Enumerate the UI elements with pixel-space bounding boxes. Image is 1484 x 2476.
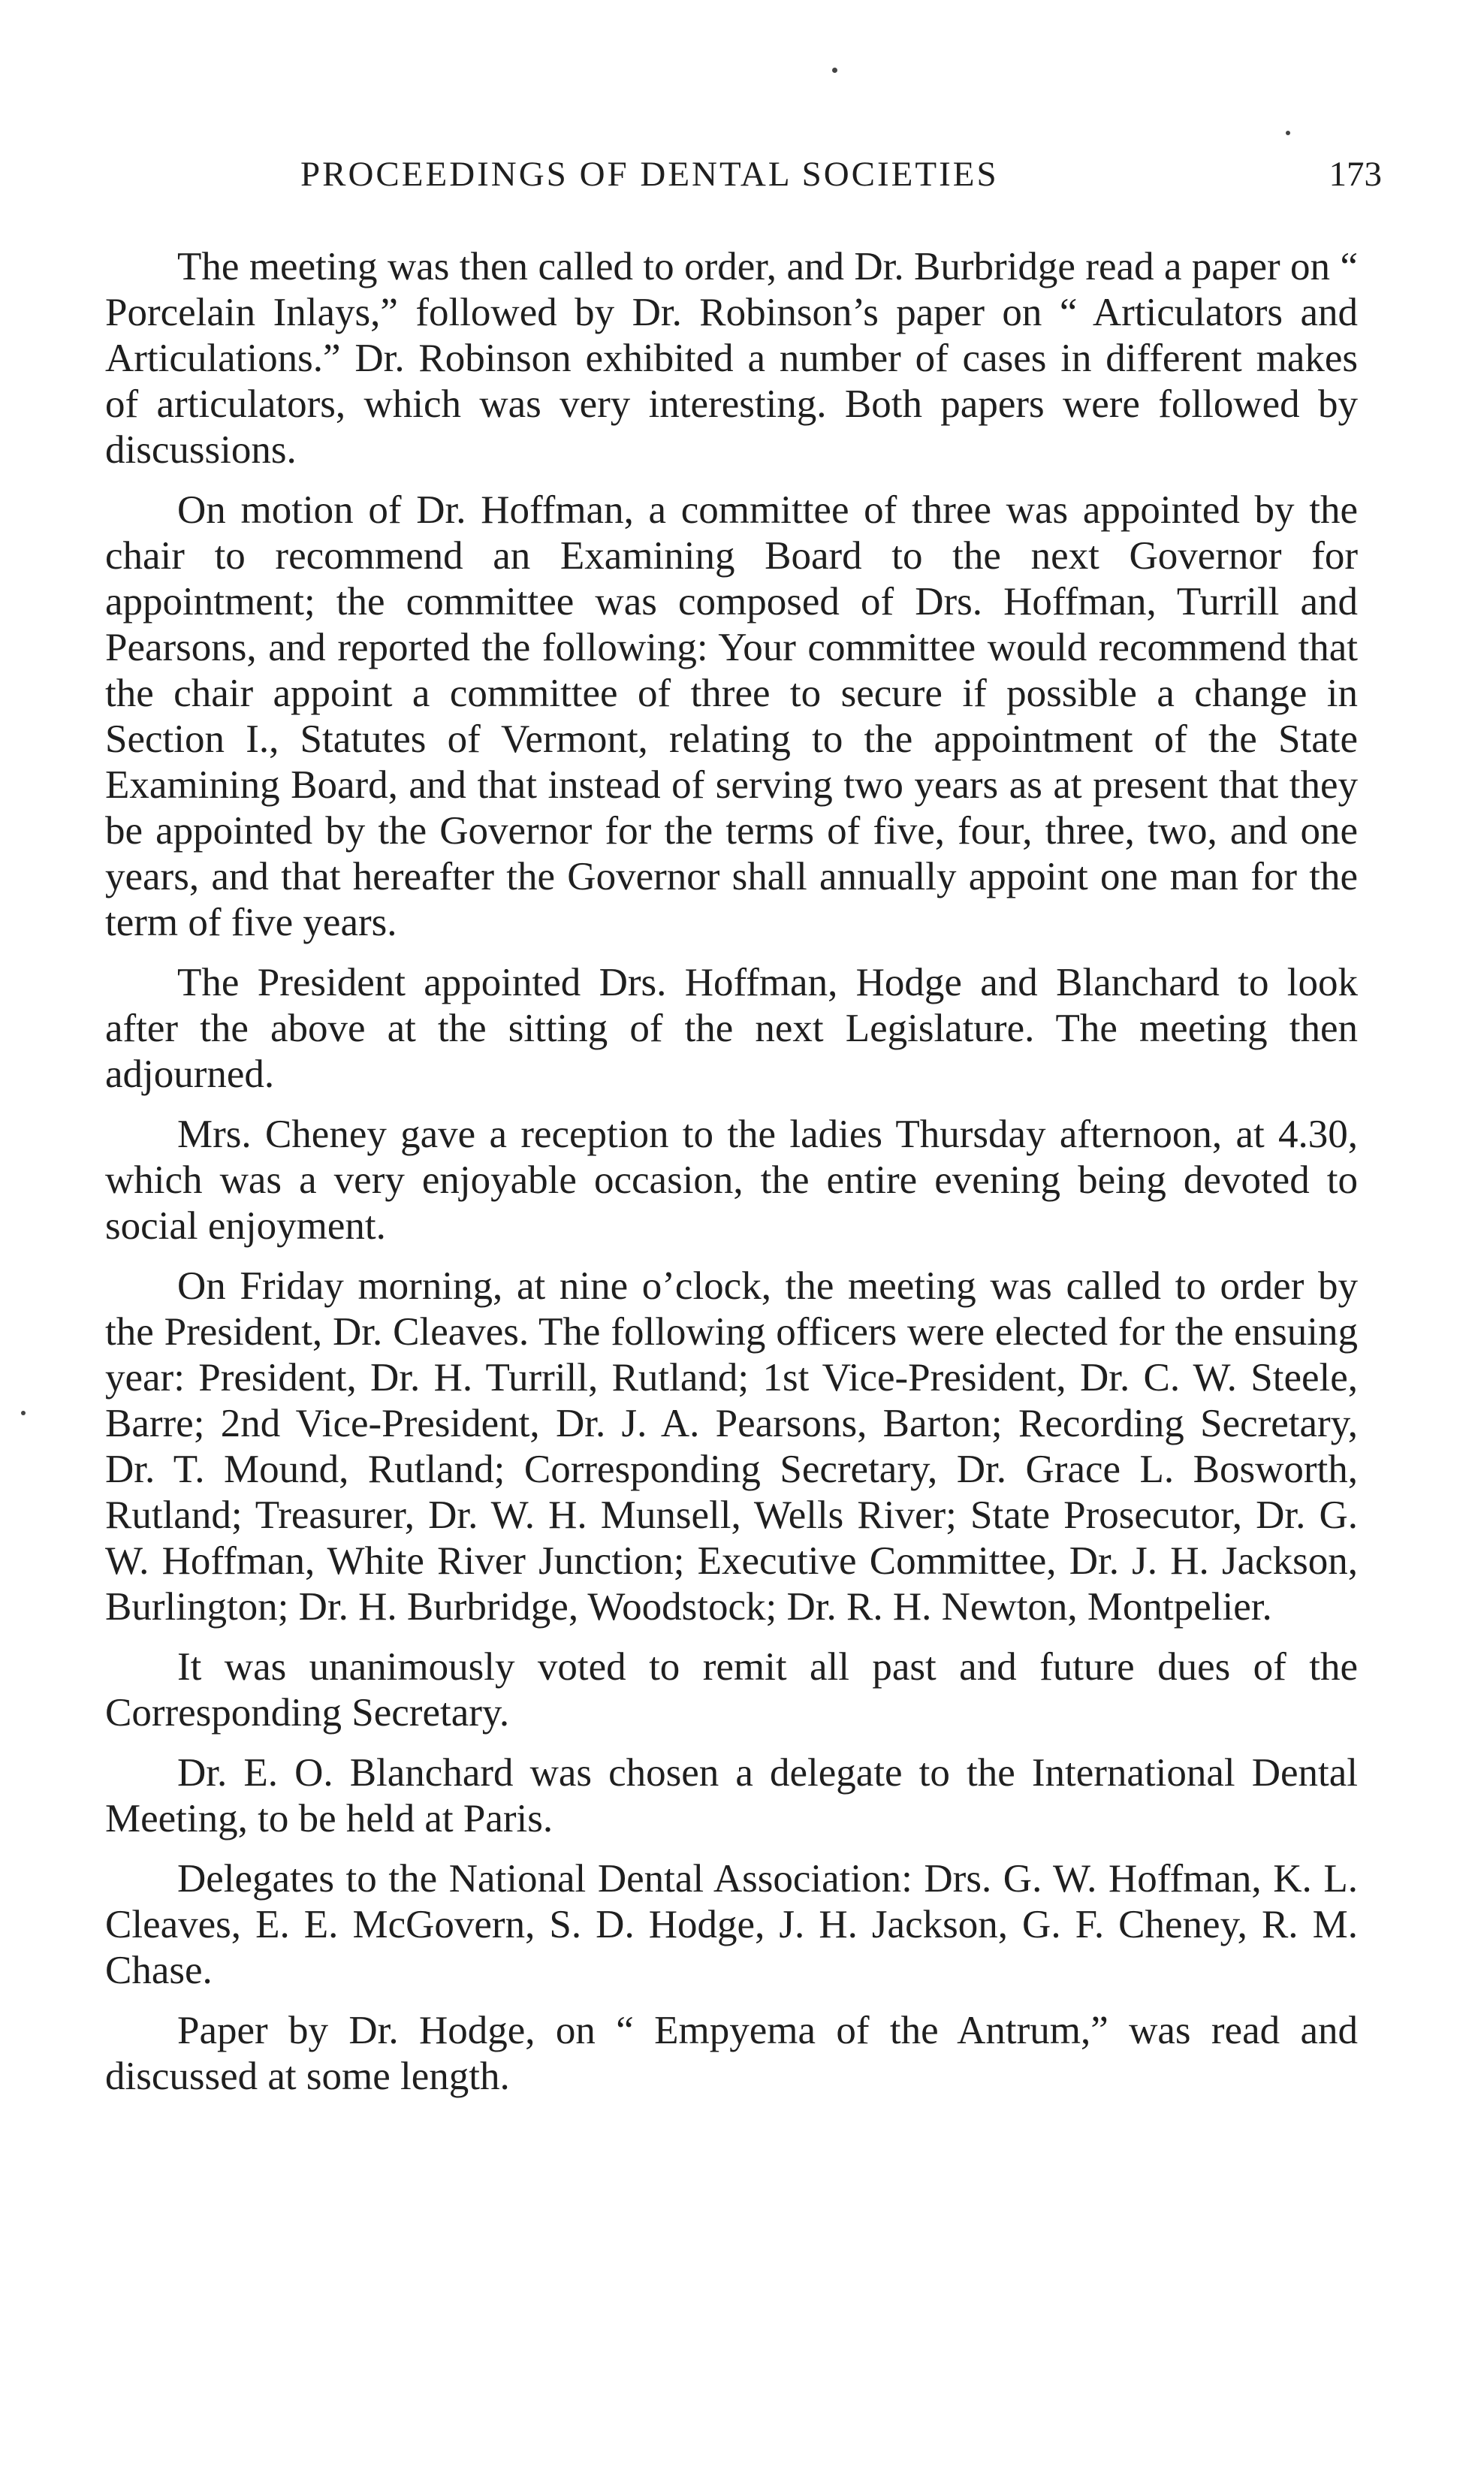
print-speck bbox=[21, 1411, 26, 1415]
paragraph-president-appointments: The President appointed Drs. Hoffman, Hodge and Blanchard to look after the above at the sitting of the next Legislature. The meeting then adjourned. bbox=[105, 961, 1358, 1096]
page-header bbox=[300, 154, 1382, 199]
paragraph-hodge-paper: Paper by Dr. Hodge, on “ Empyema of the Antrum,” was read and discussed at some length. bbox=[105, 2009, 1358, 2098]
paragraph-committee-motion: On motion of Dr. Hoffman, a committee of three was appointed by the chair to recommend an Examining Board to the next Governor for appointment; the committee was composed of Drs. Hoffman, Turrill and Pearsons, and reported the following: Your committee would recommend that the chair appoint a committee of three to secure if possible a change in Section I., Statutes of Vermont, relating to the appointment of the State Examining Board, and that instead of serving two years as at present that they be appointed by the Governor for the terms of five, four, three, two, and one years, and that hereafter the Governor shall annually appoint one man for the term of five years. bbox=[105, 488, 1358, 944]
body-text bbox=[105, 244, 1358, 2114]
print-speck bbox=[1286, 131, 1290, 135]
page-number: 173 bbox=[1329, 155, 1382, 194]
paragraph-officers-elected: On Friday morning, at nine o’clock, the meeting was called to order by the President, Dr. Cleaves. The following officers were elected for the ensuing year: President, Dr. H. Turrill, Rutland; 1st Vice-President, Dr. C. W. Steele, Barre; 2nd Vice-President, Dr. J. A. Pearsons, Barton; Recording Secretary, Dr. T. Mound, Rutland; Corresponding Secretary, Dr. Grace L. Bosworth, Rutland; Treasurer, Dr. W. H. Munsell, Wells River; State Prosecutor, Dr. G. W. Hoffman, White River Junction; Executive Committee, Dr. J. H. Jackson, Burlington; Dr. H. Burbridge, Woodstock; Dr. R. H. Newton, Montpelier. bbox=[105, 1264, 1358, 1629]
print-speck bbox=[832, 68, 837, 73]
paragraph-papers-read: The meeting was then called to order, and Dr. Burbridge read a paper on “ Porcelain Inlays,” followed by Dr. Robinson’s paper on “ Articulators and Articulations.” Dr. Robinson exhibited a number of cases in different makes of articulators, which was very interesting. Both papers were followed by discussions. bbox=[105, 245, 1358, 472]
paragraph-reception: Mrs. Cheney gave a reception to the ladies Thursday afternoon, at 4.30, which was a very enjoyable occasion, the entire evening being devoted to social enjoyment. bbox=[105, 1113, 1358, 1248]
paragraph-dues-vote: It was unanimously voted to remit all past and future dues of the Corresponding Secretary. bbox=[105, 1645, 1358, 1735]
running-head: PROCEEDINGS OF DENTAL SOCIETIES bbox=[300, 155, 999, 194]
paragraph-international-delegate: Dr. E. O. Blanchard was chosen a delegate to the International Dental Meeting, to be held at Paris. bbox=[105, 1751, 1358, 1840]
paragraph-national-delegates: Delegates to the National Dental Association: Drs. G. W. Hoffman, K. L. Cleaves, E. E. McGovern, S. D. Hodge, J. H. Jackson, G. F. Cheney, R. M. Chase. bbox=[105, 1857, 1358, 1992]
